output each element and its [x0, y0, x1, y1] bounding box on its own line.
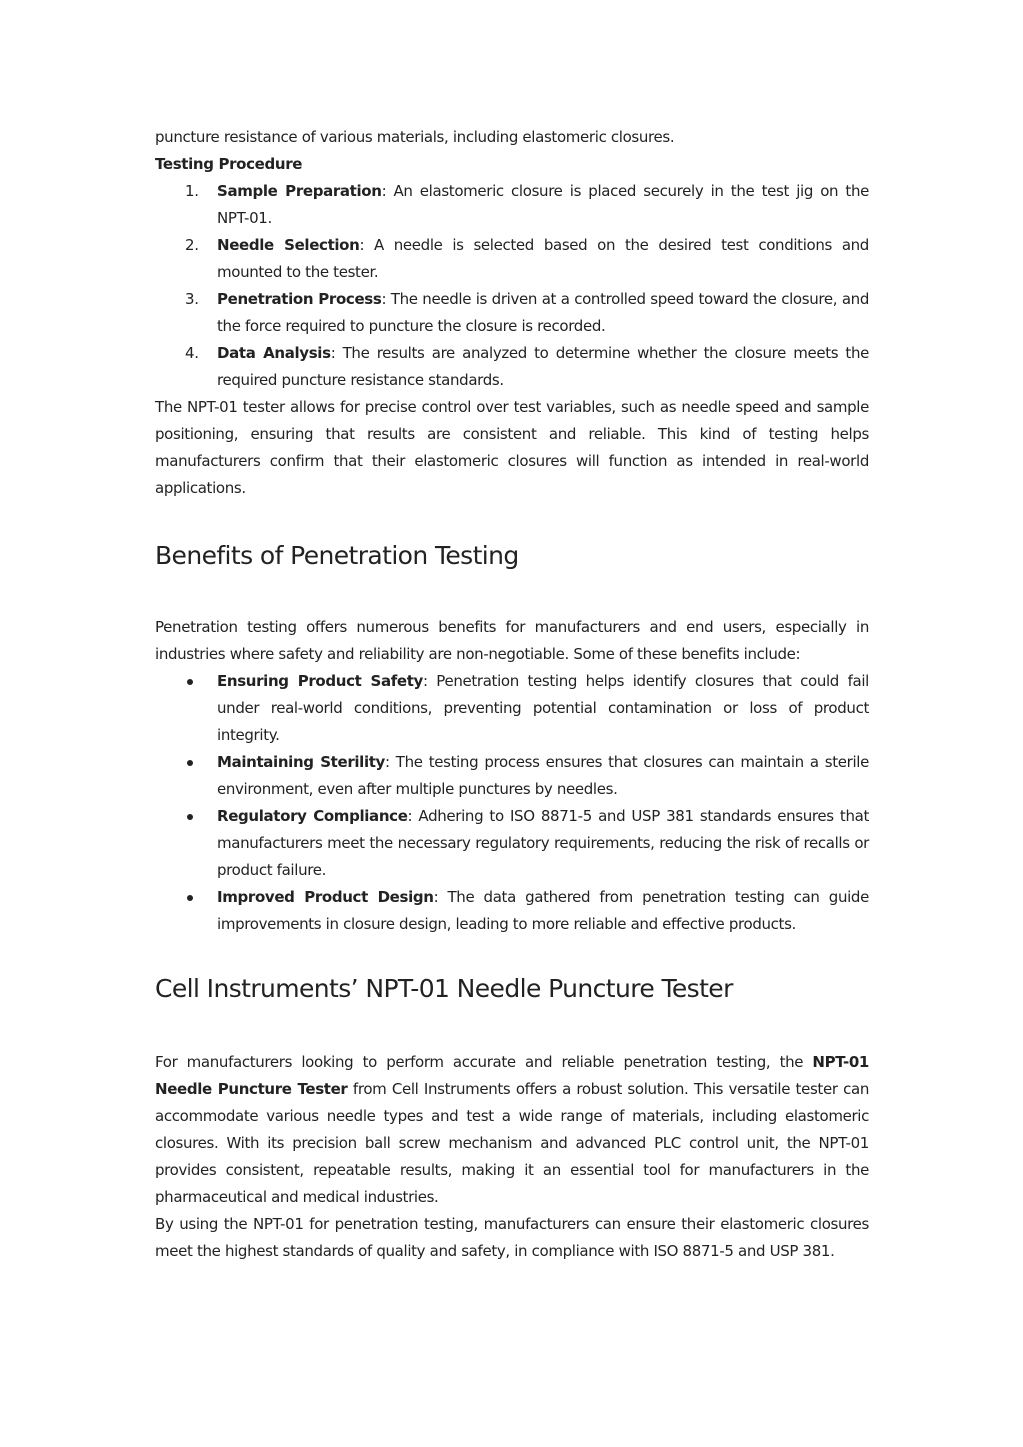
tester-heading: Cell Instruments’ NPT-01 Needle Puncture Tester — [155, 974, 733, 1003]
benefit-term: Regulatory Compliance — [217, 807, 408, 825]
list-item — [155, 884, 869, 938]
bullet-icon — [187, 760, 193, 766]
benefit-term: Maintaining Sterility — [217, 753, 385, 771]
product-name: NPT-01 Needle Puncture Tester — [155, 1053, 869, 1098]
list-item — [155, 232, 869, 286]
list-number: 1. — [185, 182, 199, 200]
bullet-icon — [187, 814, 193, 820]
bullet-icon — [187, 679, 193, 685]
intro-continuation: puncture resistance of various materials, including elastomeric closures. — [155, 128, 675, 146]
testing-procedure-heading: Testing Procedure — [155, 155, 303, 173]
benefits-list — [155, 668, 869, 938]
benefit-text: : The data gathered from penetration testing can guide improvements in closure design, leading to more reliable and effective products. — [217, 888, 869, 933]
benefits-intro: Penetration testing offers numerous benefits for manufacturers and end users, especially in industries where safety and reliability are non-negotiable. Some of these benefits include: — [155, 618, 869, 663]
step-term: Needle Selection — [217, 236, 360, 254]
step-term: Sample Preparation — [217, 182, 382, 200]
tester-paragraph-2: By using the NPT-01 for penetration testing, manufacturers can ensure their elastomeric closures meet the highest standards of quality and safety, in compliance with ISO 8871-5 and USP 381. — [155, 1215, 869, 1260]
benefit-term: Improved Product Design — [217, 888, 434, 906]
step-text: : The results are analyzed to determine whether the closure meets the required puncture resistance standards. — [217, 344, 870, 389]
tester-text-before: For manufacturers looking to perform accurate and reliable penetration testing, the — [155, 1053, 813, 1071]
bullet-icon — [187, 895, 193, 901]
list-item — [155, 668, 869, 749]
benefit-term: Ensuring Product Safety — [217, 672, 423, 690]
list-item — [155, 749, 869, 803]
step-text: : An elastomeric closure is placed securely in the test jig on the NPT-01. — [217, 182, 869, 227]
list-item — [155, 286, 869, 340]
list-number: 3. — [185, 290, 199, 308]
step-text: : A needle is selected based on the desired test conditions and mounted to the tester. — [217, 236, 869, 281]
list-number: 4. — [185, 344, 199, 362]
list-number: 2. — [185, 236, 199, 254]
procedure-steps-list — [155, 178, 869, 394]
list-item — [155, 178, 869, 232]
step-term: Penetration Process — [217, 290, 382, 308]
procedure-summary: The NPT-01 tester allows for precise control over test variables, such as needle speed and sample positioning, ensuring that results are consistent and reliable. This kind of testing helps manufacturers confirm that their elastomeric closures will function as intended in real-world applications. — [155, 398, 869, 497]
document-page — [155, 124, 869, 1265]
tester-paragraph-1 — [155, 1049, 869, 1211]
list-item — [155, 803, 869, 884]
benefit-text: : Adhering to ISO 8871-5 and USP 381 standards ensures that manufacturers meet the necessary regulatory requirements, reducing the risk of recalls or product failure. — [217, 807, 869, 879]
benefits-heading: Benefits of Penetration Testing — [155, 541, 519, 570]
tester-text-after: from Cell Instruments offers a robust solution. This versatile tester can accommodate various needle types and test a wide range of materials, including elastomeric closures. With its precision ball screw mechanism and advanced PLC control unit, the NPT-01 provides consistent, repeatable results, making it an essential tool for manufacturers in the pharmaceutical and medical industries. — [155, 1080, 869, 1206]
step-text: : The needle is driven at a controlled speed toward the closure, and the force required to puncture the closure is recorded. — [217, 290, 869, 335]
benefit-text: : The testing process ensures that closures can maintain a sterile environment, even after multiple punctures by needles. — [217, 753, 869, 798]
benefit-text: : Penetration testing helps identify closures that could fail under real-world conditions, preventing potential contamination or loss of product integrity. — [217, 672, 869, 744]
step-term: Data Analysis — [217, 344, 331, 362]
list-item — [155, 340, 869, 394]
